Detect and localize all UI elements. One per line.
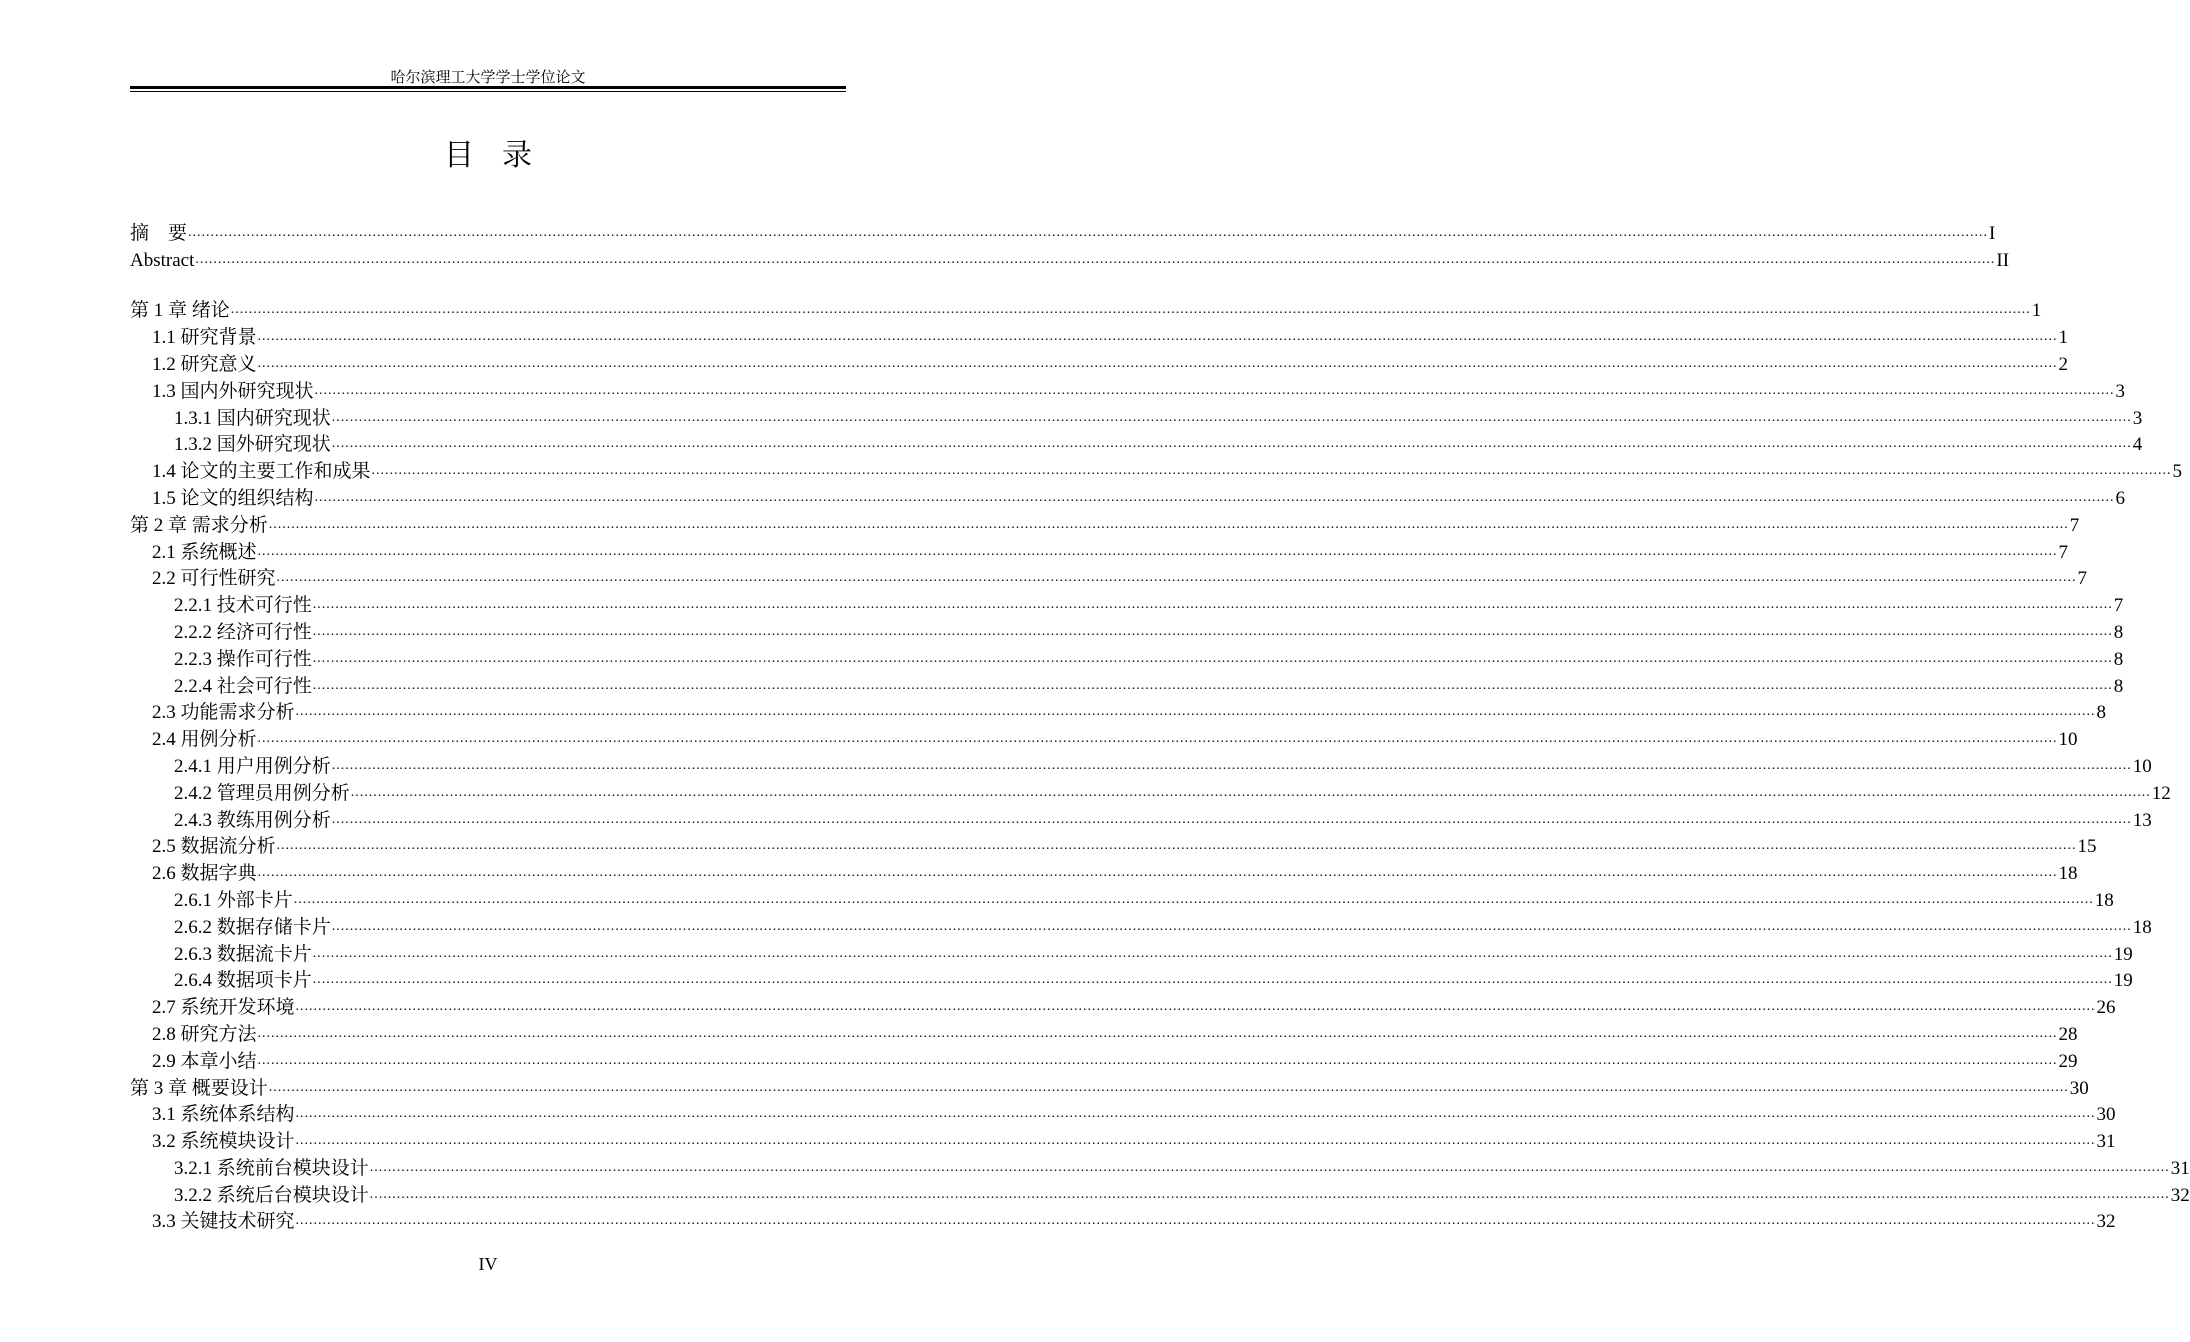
header-rule-thin xyxy=(130,91,846,92)
toc-entry[interactable] xyxy=(130,376,2126,403)
toc-entry-label: 2.2.4 社会可行性 xyxy=(174,675,312,697)
toc-entry-label: 2.6.1 外部卡片 xyxy=(174,889,293,911)
toc-entry-page: 7 xyxy=(2077,568,2088,590)
dot-leader: ................................................................................................................................................................................................................................................................................................................................................................................................................ xyxy=(257,355,2058,371)
toc-entry-label: 2.5 数据流分析 xyxy=(152,836,276,858)
toc-entry-label: 2.4 用例分析 xyxy=(152,729,257,751)
toc-entry[interactable] xyxy=(130,858,2078,885)
toc-entry-page: 8 xyxy=(2096,702,2107,724)
dot-leader: ................................................................................................................................................................................................................................................................................................................................................................................................................ xyxy=(257,543,2058,559)
toc-title: 目录 xyxy=(444,138,560,173)
toc-entry[interactable] xyxy=(130,805,2152,832)
toc-entry-label: 1.4 论文的主要工作和成果 xyxy=(152,461,371,483)
toc-entry-label: 2.7 系统开发环境 xyxy=(152,997,295,1019)
toc-entry-label: 第 3 章 概要设计 xyxy=(130,1077,268,1099)
toc-entry-page: 15 xyxy=(2077,836,2097,858)
toc-entry-page: 28 xyxy=(2058,1023,2078,1045)
toc-entry-page: I xyxy=(1989,222,1996,244)
toc-entry-label: 2.4.2 管理员用例分析 xyxy=(174,782,350,804)
dot-leader: ................................................................................................................................................................................................................................................................................................................................................................................................................ xyxy=(314,382,2115,398)
toc-entry-label: 摘 要 xyxy=(130,222,188,244)
toc-entry-label: 2.2.2 经济可行性 xyxy=(174,621,312,643)
toc-entry[interactable] xyxy=(130,724,2078,751)
toc-entry[interactable] xyxy=(130,966,2133,993)
toc-entry-label: 2.4.3 教练用例分析 xyxy=(174,809,331,831)
dot-leader: ................................................................................................................................................................................................................................................................................................................................................................................................................ xyxy=(295,704,2096,720)
toc-entry-page: 1 xyxy=(2031,300,2042,322)
toc-entry[interactable] xyxy=(130,617,2124,644)
toc-entry-page: 4 xyxy=(2132,434,2143,456)
toc-entry-page: 26 xyxy=(2096,997,2116,1019)
toc-entry-label: 2.1 系统概述 xyxy=(152,541,257,563)
dot-leader: ................................................................................................................................................................................................................................................................................................................................................................................................................ xyxy=(295,999,2096,1015)
toc-entry-page: II xyxy=(1996,249,2010,271)
toc-entry-page: 18 xyxy=(2094,889,2114,911)
dot-leader: ................................................................................................................................................................................................................................................................................................................................................................................................................ xyxy=(312,972,2113,988)
toc-entry[interactable] xyxy=(130,564,2088,591)
toc-entry[interactable] xyxy=(130,1019,2078,1046)
dot-leader: ................................................................................................................................................................................................................................................................................................................................................................................................................ xyxy=(295,1106,2096,1122)
toc-entry-label: 1.3 国内外研究现状 xyxy=(152,380,314,402)
dot-leader: ................................................................................................................................................................................................................................................................................................................................................................................................................ xyxy=(314,489,2115,505)
toc-entry-label: 1.5 论文的组织结构 xyxy=(152,487,314,509)
dot-leader: ................................................................................................................................................................................................................................................................................................................................................................................................................ xyxy=(195,251,1996,267)
dot-leader: ................................................................................................................................................................................................................................................................................................................................................................................................................ xyxy=(312,623,2113,639)
toc-entry-page: 8 xyxy=(2113,675,2124,697)
toc-entry[interactable] xyxy=(130,1073,2089,1100)
toc-entry-page: 31 xyxy=(2096,1131,2116,1153)
toc-entry[interactable] xyxy=(130,403,2143,430)
dot-leader: ................................................................................................................................................................................................................................................................................................................................................................................................................ xyxy=(331,409,2132,425)
toc-entry-page: 3 xyxy=(2132,407,2143,429)
table-of-contents xyxy=(130,218,2190,1233)
toc-entry-label: 2.2 可行性研究 xyxy=(152,568,276,590)
toc-entry-label: 3.2.2 系统后台模块设计 xyxy=(174,1184,369,1206)
toc-entry[interactable] xyxy=(130,671,2124,698)
toc-entry-label: 1.3.1 国内研究现状 xyxy=(174,407,331,429)
toc-entry-page: 31 xyxy=(2170,1157,2190,1179)
dot-leader: ................................................................................................................................................................................................................................................................................................................................................................................................................ xyxy=(312,650,2113,666)
toc-entry[interactable] xyxy=(130,992,2116,1019)
toc-entry-page: 10 xyxy=(2132,755,2152,777)
dot-leader: ................................................................................................................................................................................................................................................................................................................................................................................................................ xyxy=(369,1186,2170,1202)
toc-entry[interactable] xyxy=(130,296,2042,323)
toc-entry-page: 5 xyxy=(2172,461,2183,483)
toc-entry-label: 1.3.2 国外研究现状 xyxy=(174,434,331,456)
toc-entry[interactable] xyxy=(130,1153,2190,1180)
toc-entry-page: 32 xyxy=(2170,1184,2190,1206)
toc-entry-page: 30 xyxy=(2069,1077,2089,1099)
toc-entry[interactable] xyxy=(130,751,2152,778)
toc-entry[interactable] xyxy=(130,322,2069,349)
toc-entry[interactable] xyxy=(130,1100,2116,1127)
toc-entry-label: 2.3 功能需求分析 xyxy=(152,702,295,724)
dot-leader: ................................................................................................................................................................................................................................................................................................................................................................................................................ xyxy=(350,784,2151,800)
dot-leader: ................................................................................................................................................................................................................................................................................................................................................................................................................ xyxy=(293,891,2094,907)
toc-entry-page: 29 xyxy=(2058,1050,2078,1072)
toc-entry-label: 第 1 章 绪论 xyxy=(130,300,230,322)
toc-entry-label: 第 2 章 需求分析 xyxy=(130,514,268,536)
toc-entry[interactable] xyxy=(130,430,2143,457)
toc-entry-page: 30 xyxy=(2096,1104,2116,1126)
toc-entry-page: 7 xyxy=(2058,541,2069,563)
dot-leader: ................................................................................................................................................................................................................................................................................................................................................................................................................ xyxy=(257,1052,2058,1068)
toc-entry-label: 2.9 本章小结 xyxy=(152,1050,257,1072)
toc-entry[interactable] xyxy=(130,912,2152,939)
toc-entry-label: 2.2.3 操作可行性 xyxy=(174,648,312,670)
toc-entry-page: 19 xyxy=(2113,943,2133,965)
dot-leader: ................................................................................................................................................................................................................................................................................................................................................................................................................ xyxy=(331,918,2132,934)
toc-entry-page: 13 xyxy=(2132,809,2152,831)
toc-entry-label: 2.8 研究方法 xyxy=(152,1023,257,1045)
toc-entry-page: 3 xyxy=(2115,380,2126,402)
toc-entry[interactable] xyxy=(130,644,2124,671)
dot-leader: ................................................................................................................................................................................................................................................................................................................................................................................................................ xyxy=(331,436,2132,452)
toc-entry-page: 18 xyxy=(2058,863,2078,885)
toc-entry-label: Abstract xyxy=(130,249,195,271)
toc-entry-page: 8 xyxy=(2113,621,2124,643)
toc-entry-page: 19 xyxy=(2113,970,2133,992)
dot-leader: ................................................................................................................................................................................................................................................................................................................................................................................................................ xyxy=(257,1025,2058,1041)
toc-entry-page: 18 xyxy=(2132,916,2152,938)
toc-entry[interactable] xyxy=(130,1126,2116,1153)
toc-entry[interactable] xyxy=(130,832,2097,859)
toc-entry-page: 10 xyxy=(2058,729,2078,751)
toc-entry[interactable] xyxy=(130,349,2069,376)
running-header: 哈尔滨理工大学学士学位论文 xyxy=(390,70,586,86)
toc-entry[interactable] xyxy=(130,590,2124,617)
toc-entry-label: 3.2.1 系统前台模块设计 xyxy=(174,1157,369,1179)
toc-entry[interactable] xyxy=(130,537,2069,564)
toc-entry[interactable] xyxy=(130,218,1996,245)
dot-leader: ................................................................................................................................................................................................................................................................................................................................................................................................................ xyxy=(276,838,2077,854)
toc-entry[interactable] xyxy=(130,1046,2078,1073)
toc-entry-label: 2.2.1 技术可行性 xyxy=(174,595,312,617)
dot-leader: ................................................................................................................................................................................................................................................................................................................................................................................................................ xyxy=(276,570,2077,586)
dot-leader: ................................................................................................................................................................................................................................................................................................................................................................................................................ xyxy=(257,731,2058,747)
page-number: IV xyxy=(478,1254,498,1274)
toc-entry-page: 6 xyxy=(2115,487,2126,509)
toc-entry-page: 8 xyxy=(2113,648,2124,670)
toc-entry-label: 2.6.2 数据存储卡片 xyxy=(174,916,331,938)
toc-entry-label: 3.2 系统模块设计 xyxy=(152,1131,295,1153)
toc-entry-label: 3.1 系统体系结构 xyxy=(152,1104,295,1126)
dot-leader: ................................................................................................................................................................................................................................................................................................................................................................................................................ xyxy=(295,1213,2096,1229)
dot-leader: ................................................................................................................................................................................................................................................................................................................................................................................................................ xyxy=(312,677,2113,693)
dot-leader: ................................................................................................................................................................................................................................................................................................................................................................................................................ xyxy=(331,811,2132,827)
dot-leader: ................................................................................................................................................................................................................................................................................................................................................................................................................ xyxy=(369,1159,2170,1175)
toc-entry[interactable] xyxy=(130,1180,2190,1207)
toc-entry[interactable] xyxy=(130,1207,2116,1234)
toc-entry-page: 12 xyxy=(2151,782,2171,804)
dot-leader: ................................................................................................................................................................................................................................................................................................................................................................................................................ xyxy=(371,463,2172,479)
toc-entry[interactable] xyxy=(130,245,2010,272)
dot-leader: ................................................................................................................................................................................................................................................................................................................................................................................................................ xyxy=(295,1133,2096,1149)
dot-leader: ................................................................................................................................................................................................................................................................................................................................................................................................................ xyxy=(312,597,2113,613)
dot-leader: ................................................................................................................................................................................................................................................................................................................................................................................................................ xyxy=(257,865,2058,881)
toc-entry-label: 3.3 关键技术研究 xyxy=(152,1211,295,1233)
toc-entry-page: 32 xyxy=(2096,1211,2116,1233)
header-rule-thick xyxy=(130,86,846,89)
toc-entry-label: 2.6.3 数据流卡片 xyxy=(174,943,312,965)
dot-leader: ................................................................................................................................................................................................................................................................................................................................................................................................................ xyxy=(257,329,2058,345)
toc-entry[interactable] xyxy=(130,456,2183,483)
toc-entry-label: 1.1 研究背景 xyxy=(152,327,257,349)
dot-leader: ................................................................................................................................................................................................................................................................................................................................................................................................................ xyxy=(331,757,2132,773)
toc-entry[interactable] xyxy=(130,510,2080,537)
toc-entry[interactable] xyxy=(130,698,2107,725)
toc-entry-label: 2.6 数据字典 xyxy=(152,863,257,885)
toc-entry-page: 2 xyxy=(2058,353,2069,375)
toc-entry-page: 1 xyxy=(2058,327,2069,349)
toc-entry-label: 2.6.4 数据项卡片 xyxy=(174,970,312,992)
toc-entry[interactable] xyxy=(130,885,2114,912)
toc-entry[interactable] xyxy=(130,939,2133,966)
dot-leader: ................................................................................................................................................................................................................................................................................................................................................................................................................ xyxy=(230,302,2031,318)
toc-entry[interactable] xyxy=(130,483,2126,510)
toc-entry-page: 7 xyxy=(2069,514,2080,536)
dot-leader: ................................................................................................................................................................................................................................................................................................................................................................................................................ xyxy=(268,1079,2069,1095)
toc-entry-label: 2.4.1 用户用例分析 xyxy=(174,755,331,777)
toc-entry[interactable] xyxy=(130,778,2171,805)
dot-leader: ................................................................................................................................................................................................................................................................................................................................................................................................................ xyxy=(188,224,1989,240)
dot-leader: ................................................................................................................................................................................................................................................................................................................................................................................................................ xyxy=(312,945,2113,961)
toc-entry-page: 7 xyxy=(2113,595,2124,617)
dot-leader: ................................................................................................................................................................................................................................................................................................................................................................................................................ xyxy=(268,516,2069,532)
toc-entry-label: 1.2 研究意义 xyxy=(152,353,257,375)
